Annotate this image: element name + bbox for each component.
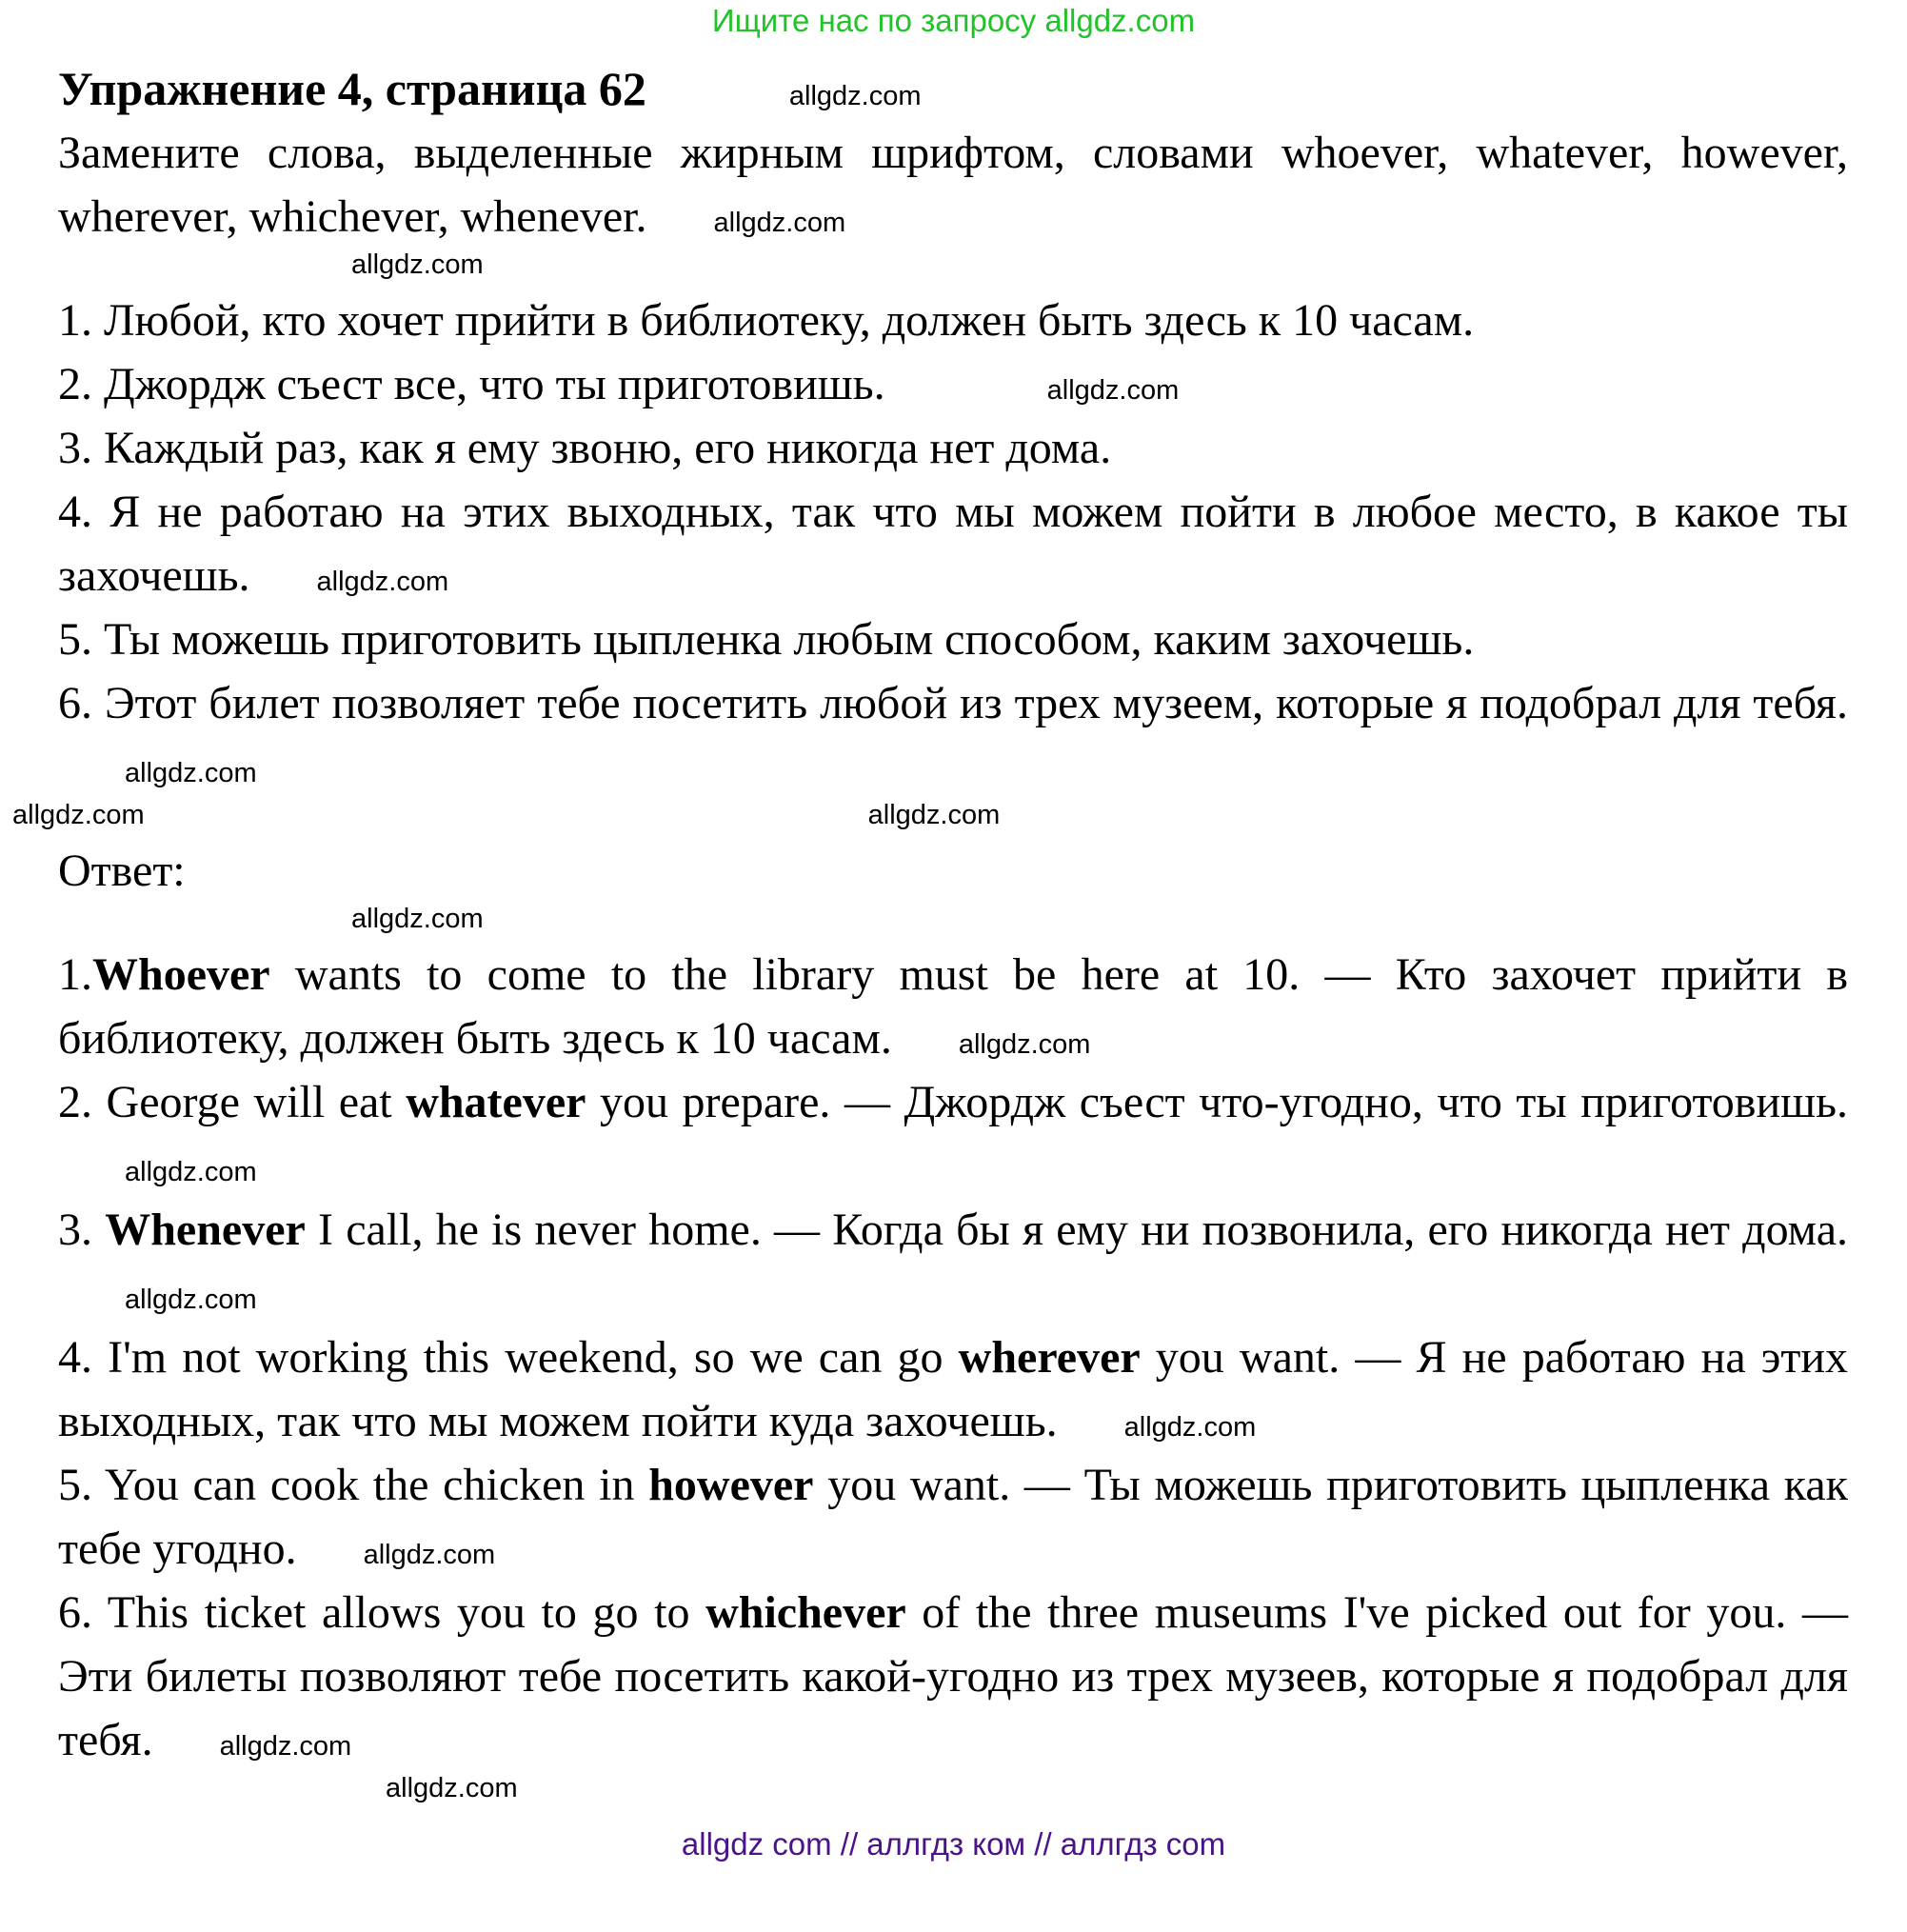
task-text: 2. Джордж съест все, что ты приготовишь.	[58, 359, 885, 409]
answer-text: 4. I'm not working this weekend, so we can go	[58, 1332, 959, 1383]
answer-text: you prepare. — Джордж съест что-угодно, что ты приготовишь.	[586, 1077, 1848, 1127]
search-banner: Ищите нас по запросу allgdz.com	[711, 3, 1196, 38]
answer-text: you want. — Я не работаю на этих выходных, так что мы можем пойти куда захочешь.	[58, 1332, 1848, 1446]
watermark: allgdz.com	[12, 800, 145, 830]
task-text: 3. Каждый раз, как я ему звоню, его никогда нет дома.	[58, 423, 1112, 473]
answer-text: 6. This ticket allows you to go to	[58, 1587, 706, 1638]
watermark: allgdz.com	[219, 1731, 352, 1762]
watermark: allgdz.com	[125, 1157, 257, 1187]
task-text: 4. Я не работаю на этих выходных, так что мы можем пойти в любое место, в какое ты захочешь.	[58, 487, 1848, 601]
watermark-row	[58, 249, 1848, 289]
answer-keyword: Whenever	[105, 1205, 306, 1255]
answer-item	[58, 1453, 1848, 1581]
answer-keyword: whatever	[406, 1077, 586, 1127]
task-item	[58, 607, 1848, 671]
watermark: allgdz.com	[386, 1773, 518, 1803]
watermark: allgdz.com	[351, 249, 484, 280]
task-text: 6. Этот билет позволяет тебе посетить любой из трех музеем, которые я подобрал для тебя.	[58, 678, 1848, 728]
answer-list	[58, 943, 1848, 1772]
answer-label: Ответ:	[58, 846, 186, 896]
task-text: 1. Любой, кто хочет прийти в библиотеку, должен быть здесь к 10 часам.	[58, 295, 1475, 346]
answer-text: 5. You can cook the chicken in	[58, 1460, 649, 1510]
watermark-row	[12, 799, 1848, 839]
task-text: 5. Ты можешь приготовить цыпленка любым способом, каким захочешь.	[58, 614, 1475, 665]
answer-item	[58, 943, 1848, 1070]
task-item	[58, 289, 1848, 352]
watermark: allgdz.com	[1123, 1412, 1257, 1443]
answer-text: wants to come to the library must be here at 10. — Кто захочет прийти в библиотеку, должен быть здесь к 10 часам.	[58, 949, 1848, 1064]
answer-keyword: wherever	[958, 1332, 1141, 1383]
answer-keyword: Whoever	[92, 949, 270, 1000]
watermark-row	[58, 1772, 1848, 1812]
answer-item	[58, 1325, 1848, 1453]
task-item	[58, 671, 1848, 799]
answer-text: I call, he is never home. — Когда бы я ему ни позвонила, его никогда нет дома.	[305, 1205, 1849, 1255]
footer-banner: allgdz com // аллгдз ком // аллгдз com	[681, 1826, 1226, 1862]
task-item	[58, 416, 1848, 480]
answer-text: of the three museums I've picked out for you. — Эти билеты позволяют тебе посетить какой-угодно из трех музеев, которые я подобрал для тебя.	[58, 1587, 1849, 1765]
answer-text: 2. George will eat	[58, 1077, 407, 1127]
answer-keyword: whichever	[705, 1587, 906, 1638]
answer-keyword: however	[648, 1460, 814, 1510]
watermark: allgdz.com	[363, 1540, 496, 1570]
instruction: Замените слова, выделенные жирным шрифтом, словами whoever, whatever, however, wherever, whichever, whenever.	[58, 128, 1848, 242]
task-item	[58, 480, 1848, 607]
answer-item	[58, 1581, 1848, 1772]
exercise-title: Упражнение 4, страница 62	[58, 62, 646, 115]
watermark: allgdz.com	[958, 1029, 1091, 1060]
instruction-block	[58, 121, 1848, 249]
answer-text: you want. — Ты можешь приготовить цыпленка как тебе угодно.	[58, 1460, 1849, 1574]
watermark: allgdz.com	[713, 208, 846, 238]
watermark: allgdz.com	[788, 81, 922, 111]
watermark: allgdz.com	[125, 758, 257, 788]
answer-text: 3.	[58, 1205, 106, 1255]
task-list	[58, 289, 1848, 799]
watermark: allgdz.com	[316, 567, 449, 597]
exercise-title-row	[58, 57, 1907, 121]
watermark: allgdz.com	[867, 800, 1001, 830]
task-item	[58, 352, 1848, 416]
answer-item	[58, 1198, 1848, 1325]
watermark: allgdz.com	[1046, 375, 1180, 406]
answer-text: 1.	[58, 949, 92, 1000]
watermark: allgdz.com	[125, 1285, 257, 1315]
watermark-row	[58, 903, 1848, 943]
watermark: allgdz.com	[351, 904, 484, 934]
answer-item	[58, 1070, 1848, 1198]
